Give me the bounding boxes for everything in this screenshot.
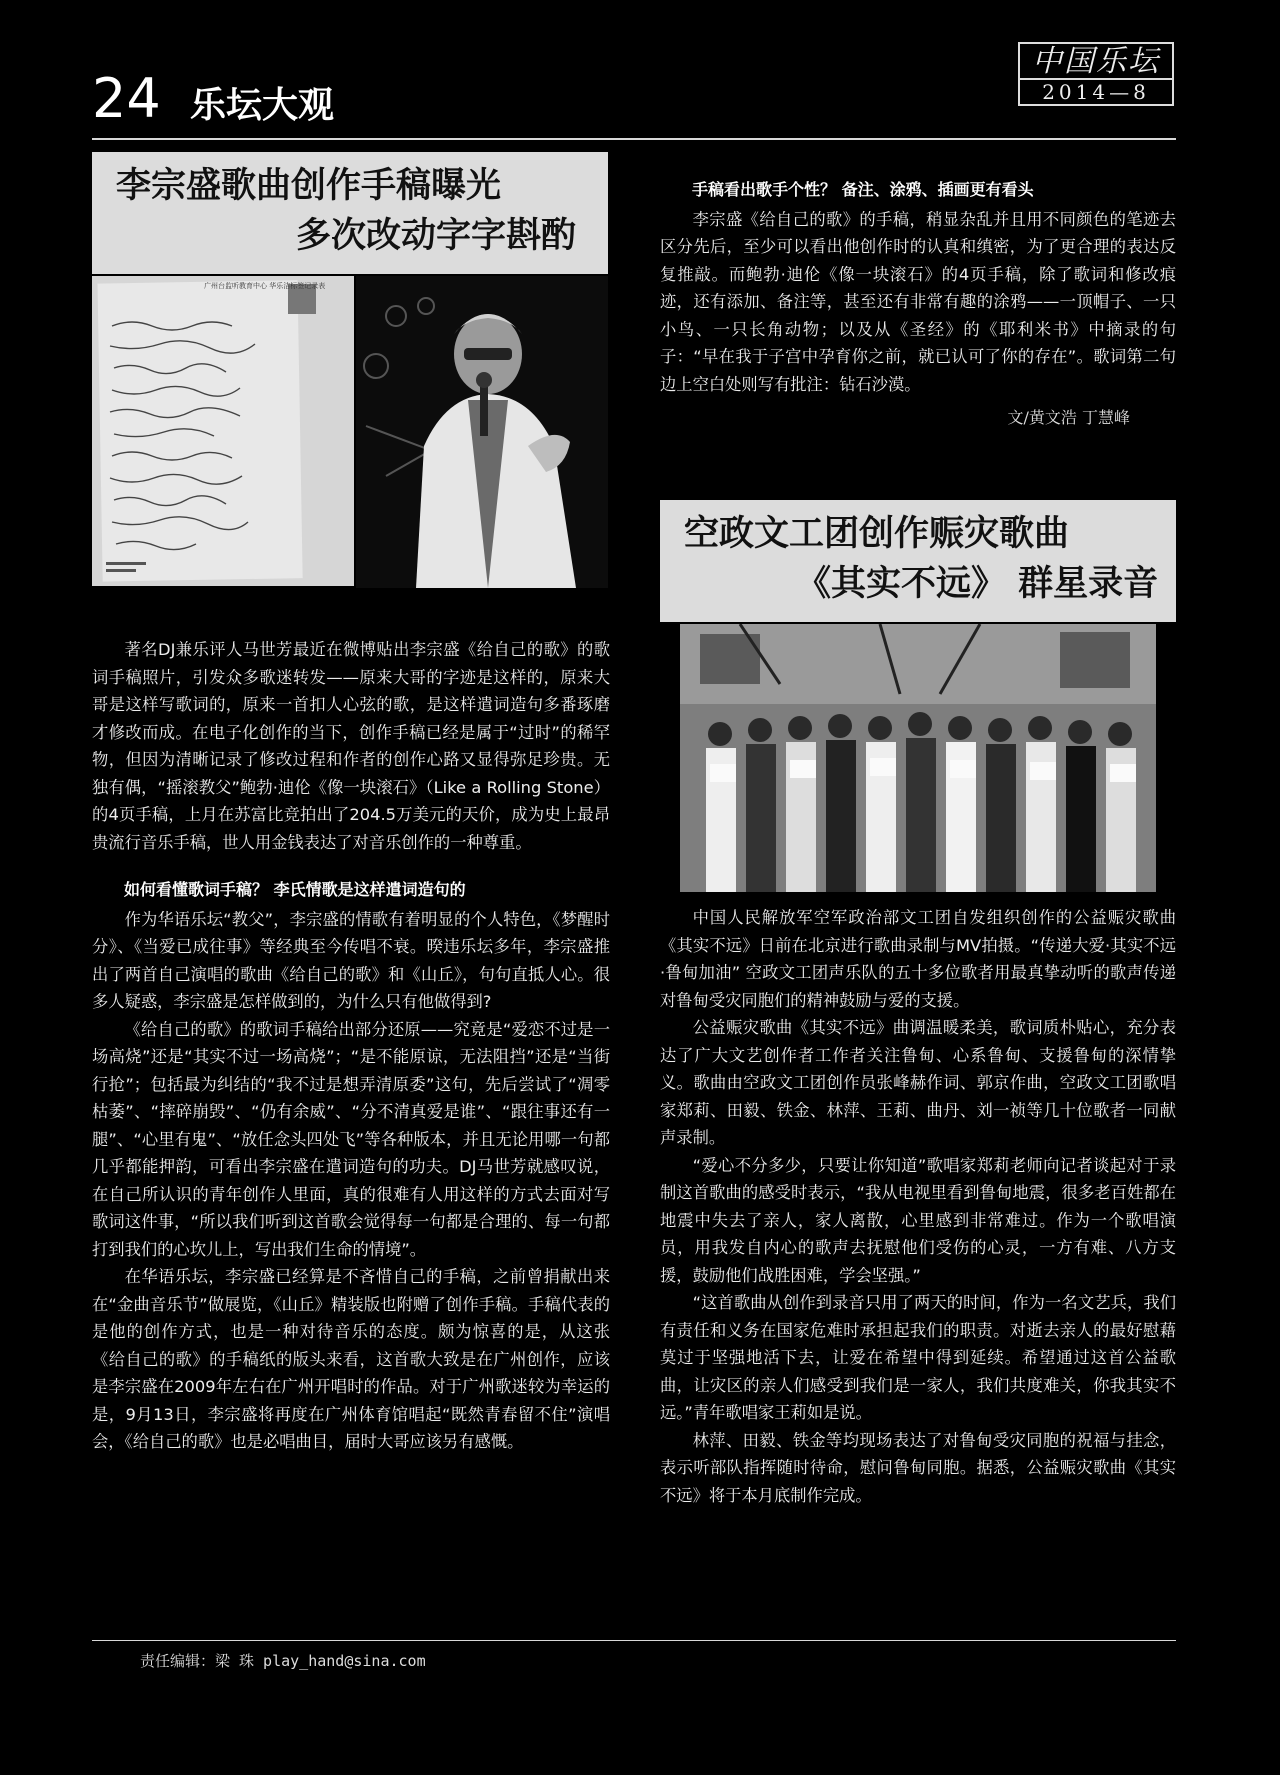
article2-title-box xyxy=(660,500,1176,622)
magazine-name: 中国乐坛 xyxy=(1032,44,1160,79)
article1-title: 李宗盛歌曲创作手稿曝光 xyxy=(116,165,502,206)
header-rule xyxy=(92,138,1176,140)
article2-subtitle: 《其实不远》 群星录音 xyxy=(796,563,1159,604)
article1-byline: 文/黄文浩 丁慧峰 xyxy=(1007,408,1130,427)
article2-column xyxy=(660,904,1176,1509)
manuscript-header-text: 广州台监听教育中心 华乐洁标签记录表 xyxy=(204,282,326,290)
footer-editor: 责任编辑：梁 珠 play_hand@sina.com xyxy=(140,1652,426,1670)
article2-paragraph: “这首歌曲从创作到录音只用了两天的时间，作为一名文艺兵，我们有责任和义务在国家危难时承担起我们的职责。对逝去亲人的最好慰藉莫过于坚强地活下去，让爱在希望中得到延续。希望通过这首公益歌曲，让灾区的亲人们感受到我们是一家人，我们共度难关，你我其实不远。”青年歌唱家王莉如是说。 xyxy=(660,1293,1176,1422)
manuscript-photo xyxy=(92,276,354,586)
singer-photo xyxy=(356,276,608,588)
article2-paragraph: 林萍、田毅、铁金等均现场表达了对鲁甸受灾同胞的祝福与挂念，表示听部队指挥随时待命，慰问鲁甸同胞。据悉，公益赈灾歌曲《其实不远》将于本月底制作完成。 xyxy=(660,1430,1176,1505)
singer-image xyxy=(356,276,608,588)
choir-image xyxy=(680,624,1156,892)
choir-photo xyxy=(680,624,1156,892)
article1-subheading2: 手稿看出歌手个性？ 备注、涂鸦、插画更有看头 xyxy=(692,180,1034,199)
article2-paragraph: 公益赈灾歌曲《其实不远》曲调温暖柔美，歌词质朴贴心，充分表达了广大文艺创作者工作者关注鲁甸、心系鲁甸、支援鲁甸的深情挚义。歌曲由空政文工团创作员张峰赫作词、郭京作曲，空政文工团歌唱家郑莉、田毅、铁金、林萍、王莉、曲丹、刘一祯等几十位歌者一同献声录制。 xyxy=(660,1018,1176,1147)
article1-subtitle: 多次改动字字斟酌 xyxy=(296,215,577,256)
article1-title-box xyxy=(92,152,608,274)
article2-paragraph: 中国人民解放军空军政治部文工团自发组织创作的公益赈灾歌曲《其实不远》日前在北京进行歌曲录制与MV拍摄。“传递大爱·其实不远·鲁甸加油” 空政文工团声乐队的五十多位歌者用最真挚动听的歌声传递对鲁甸受灾同胞们的精神鼓励与爱的支援。 xyxy=(660,908,1176,1010)
article2-paragraph: “爱心不分多少，只要让你知道”歌唱家郑莉老师向记者谈起对于录制这首歌曲的感受时表示，“我从电视里看到鲁甸地震，很多老百姓都在地震中失去了亲人，家人离散，心里感到非常难过。作为一个歌唱演员，用我发自内心的歌声去抚慰他们受伤的心灵，一方有难、八方支援，鼓励他们战胜困难，学会坚强。” xyxy=(660,1155,1176,1285)
article1-column1 xyxy=(92,636,610,1456)
article1-paragraph: 在华语乐坛，李宗盛已经算是不吝惜自己的手稿，之前曾捐献出来在“金曲音乐节”做展览，《山丘》精装版也附赠了创作手稿。手稿代表的是他的创作方式，也是一种对待音乐的态度。颇为惊喜的是，从这张《给自己的歌》的手稿纸的版头来看，这首歌大致是在广州创作，应该是李宗盛在2009年左右在广州开唱时的作品。对于广州歌迷较为幸运的是，9月13日，李宗盛将再度在广州体育馆唱起“既然青春留不住”演唱会，《给自己的歌》也是必唱曲目，届时大哥应该另有感慨。 xyxy=(92,1267,610,1451)
article1-subheading: 如何看懂歌词手稿？ 李氏情歌是这样遣词造句的 xyxy=(124,880,466,899)
footer-rule xyxy=(92,1640,1176,1641)
section-title: 乐坛大观 xyxy=(190,85,335,126)
issue-number: 2014—8 xyxy=(1020,78,1172,104)
article1-paragraph: 作为华语乐坛“教父”，李宗盛的情歌有着明显的个人特色，《梦醒时分》、《当爱已成往事》等经典至今传唱不衰。暌违乐坛多年，李宗盛推出了两首自己演唱的歌曲《给自己的歌》和《山丘》，句句直抵人心。很多人疑惑，李宗盛是怎样做到的，为什么只有他做得到? xyxy=(92,909,610,1011)
article1-paragraph: 李宗盛《给自己的歌》的手稿，稍显杂乱并且用不同颜色的笔迹去区分先后，至少可以看出他创作时的认真和缜密，为了更合理的表达反复推敲。而鲍勃·迪伦《像一块滚石》的4页手稿，除了歌词和修改痕迹，还有添加、备注等，甚至还有非常有趣的涂鸦——一顶帽子、一只小鸟、一只长角动物；以及从《圣经》的《耶利米书》中摘录的句子：“早在我于子宫中孕育你之前，就已认可了你的存在”。歌词第二句边上空白处则写有批注：钻石沙漠。 xyxy=(660,209,1176,394)
page-number: 24 xyxy=(92,67,161,130)
article1-column2 xyxy=(660,176,1176,432)
article1-paragraph: 著名DJ兼乐评人马世芳最近在微博贴出李宗盛《给自己的歌》的歌词手稿照片，引发众多歌迷转发——原来大哥的字迹是这样的，原来大哥是这样写歌词的，原来一首扣人心弦的歌，是这样遣词造句多番琢磨才修改而成。在电子化创作的当下，创作手稿已经是属于“过时”的稀罕物，但因为清晰记录了修改过程和作者的创作心路又显得弥足珍贵。无独有偶，“摇滚教父”鲍勃·迪伦《像一块滚石》（Like a Rolling Stone）的4页手稿，上月在苏富比竞拍出了204.5万美元的天价，成为史上最昂贵流行音乐手稿，世人用金钱表达了对音乐创作的一种尊重。 xyxy=(92,640,610,852)
article2-title: 空政文工团创作赈灾歌曲 xyxy=(684,513,1070,554)
magazine-logo xyxy=(1018,42,1174,106)
article1-paragraph: 《给自己的歌》的歌词手稿给出部分还原——究竟是“爱恋不过是一场高烧”还是“其实不过一场高烧”；“是不能原谅，无法阻挡”还是“当街行抢”；包括最为纠结的“我不过是想弄清原委”这句，先后尝试了“凋零枯萎”、“摔碎崩毁”、“仍有余威”、“分不清真爱是谁”、“跟往事还有一腿”、“心里有鬼”、“放任念头四处飞”等各种版本，并且无论用哪一句都几乎都能押韵，可看出李宗盛在遣词造句的功夫。DJ马世芳就感叹说，在自己所认识的青年创作人里面，真的很难有人用这样的方式去面对写歌词这件事，“所以我们听到这首歌会觉得每一句都是合理的、每一句都打到我们的心坎儿上，写出我们生命的情境”。 xyxy=(92,1019,610,1259)
manuscript-image xyxy=(92,276,354,586)
